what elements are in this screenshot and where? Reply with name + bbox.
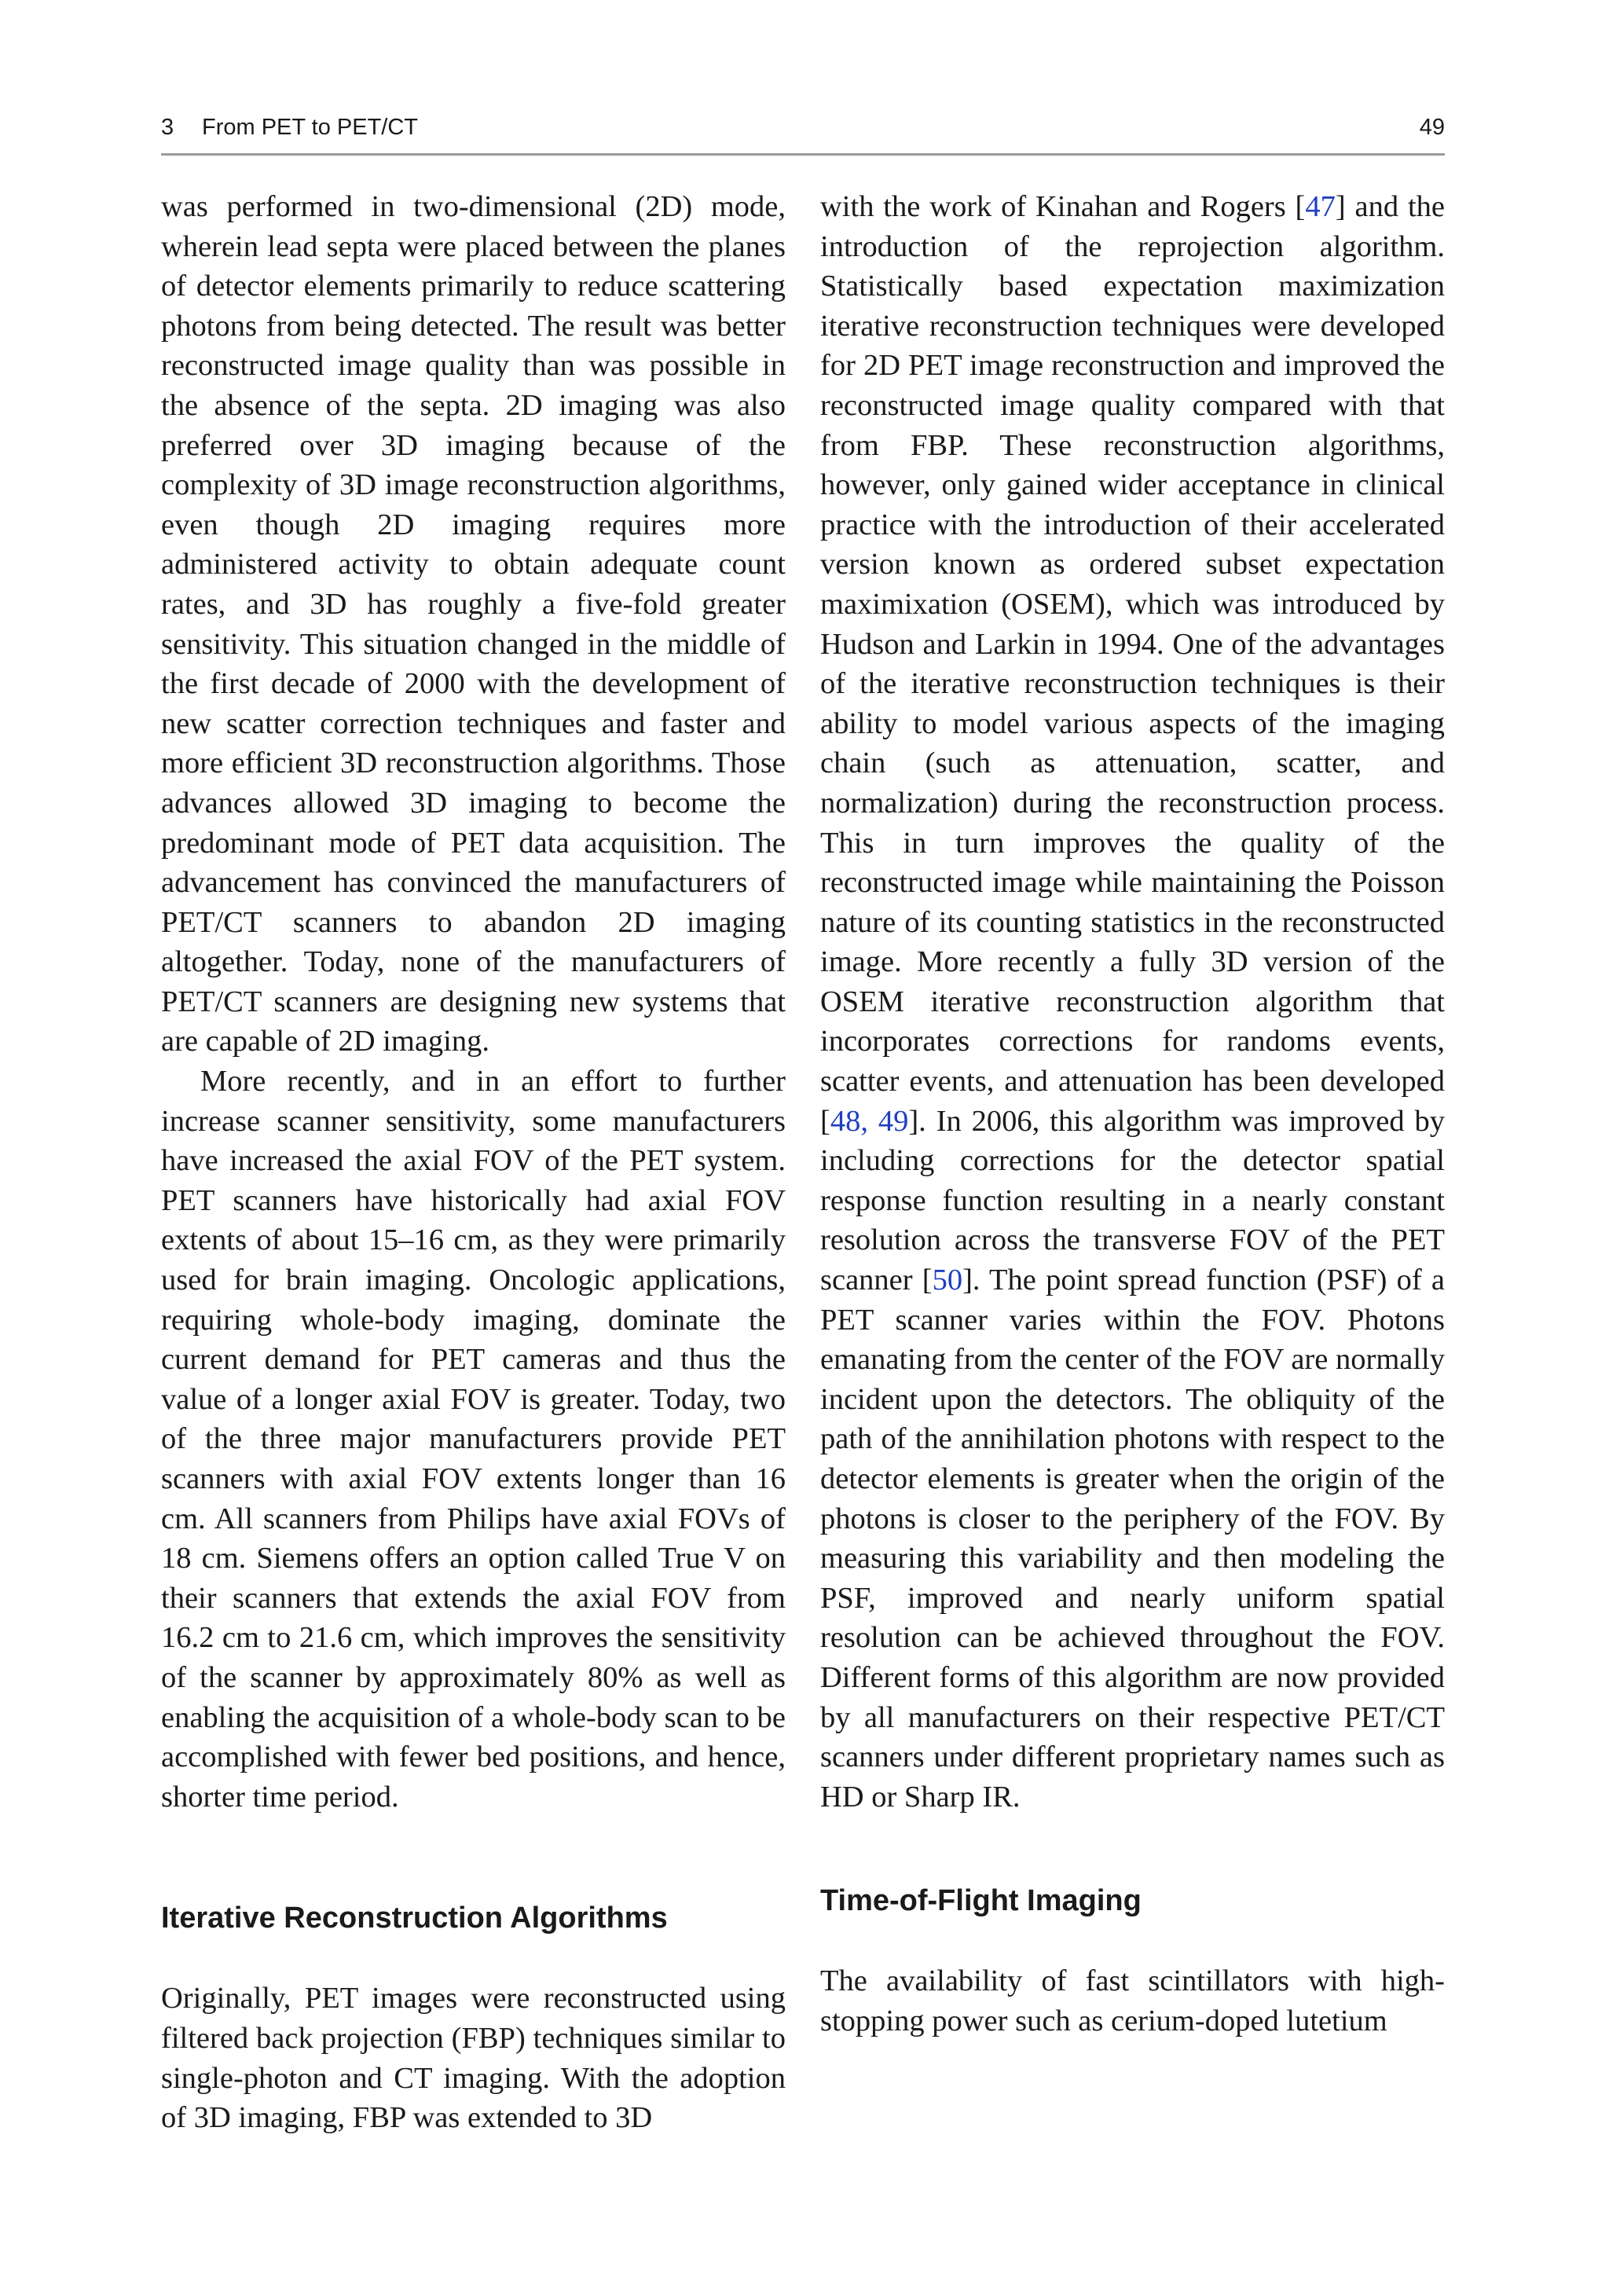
right-paragraph-1 — [820, 187, 1445, 1817]
section-heading-time-of-flight: Time-of-Flight Imaging — [820, 1884, 1142, 1918]
section-heading-iterative-reconstruction: Iterative Reconstruction Algorithms — [161, 1902, 668, 1935]
text-run: with the work of Kinahan and Rogers [ — [820, 190, 1306, 223]
left-paragraph-1: was performed in two-dimensional (2D) mode, wherein lead septa were placed between the planes of detector elements primarily to reduce scattering photons from being detected. The result was better reconstructed image quality than was possible in the absence of the septa. 2D imaging was also preferred over 3D imaging because of the complexity of 3D image reconstruction algorithms, even though 2D imaging requires more administered activity to obtain adequate count rates, and 3D has roughly a five-fold greater sensitivity. This situation changed in the middle of the first decade of 2000 with the development of new scatter correction techniques and faster and more efficient 3D reconstruction algorithms. Those advances allowed 3D imaging to become the predominant mode of PET data acquisition. The advancement has convinced the manufacturers of PET/CT scanners to abandon 2D imaging altogether. Today, none of the manufacturers of PET/CT scanners are designing new systems that are capable of 2D imaging. — [161, 190, 786, 1058]
left-paragraph-2: More recently, and in an effort to further increase scanner sensitivity, some manufacturers have increased the axial FOV of the PET system. PET scanners have historically had axial FOV extents of about 15–16 cm, as they were primarily used for brain imaging. Oncologic applications, requiring whole-body imaging, dominate the current demand for PET cameras and thus the value of a longer axial FOV is greater. Today, two of the three major manufacturers provide PET scanners with axial FOV extents longer than 16 cm. All scanners from Philips have axial FOVs of 18 cm. Siemens offers an option called True V on their scanners that extends the axial FOV from 16.2 cm to 21.6 cm, which improves the sensitivity of the scanner by approximately 80% as well as enabling the acquisition of a whole-body scan to be accomplished with fewer bed positions, and hence, shorter time period. — [161, 1065, 786, 1814]
text-run: ]. In 2006, this algorithm was improved by including corrections for the detector spatial response function resulting in a nearly constant resolution across the transverse FOV of the PET scanner [ — [820, 1104, 1446, 1297]
chapter-title: From PET to PET/CT — [202, 115, 419, 140]
chapter-number: 3 — [161, 115, 174, 140]
header-rule — [161, 153, 1445, 156]
citation-48-49[interactable]: 48, 49 — [830, 1104, 909, 1138]
page-number: 49 — [1419, 115, 1445, 140]
text-run: ]. The point spread function (PSF) of a PET scanner varies within the FOV. Photons emanating from the center of the FOV are normally incident upon the detectors. The obliquity of the path of the annihilation photons with respect to the detector elements is greater when the origin of the photons is closer to the periphery of the FOV. By measuring this variability and then modeling the PSF, improved and nearly uniform spatial resolution can be achieved throughout the FOV. Different forms of this algorithm are now provided by all manufacturers on their respective PET/CT scanners under different proprietary names such as HD or Sharp IR. — [820, 1264, 1446, 1814]
text-run: ] and the introduction of the reprojection algorithm. Statistically based expectation maximization iterative reconstruction techniques were developed for 2D PET image reconstruction and improved the reconstructed image quality compared with that from FBP. These reconstruction algorithms, however, only gained wider acceptance in clinical practice with the introduction of their accelerated version known as ordered subset expectation maximixation (OSEM), which was introduced by Hudson and Larkin in 1994. One of the advantages of the iterative reconstruction techniques is their ability to model various aspects of the imaging chain (such as attenuation, scatter, and normalization) during the reconstruction process. This in turn improves the quality of the reconstructed image while maintaining the Poisson nature of its counting statistics in the reconstructed image. More recently a fully 3D version of the OSEM iterative reconstruction algorithm that incorporates corrections for randoms events, scatter events, and attenuation has been developed [ — [820, 190, 1445, 1138]
right-paragraph-2: The availability of fast scintillators with high-stopping power such as cerium-doped lutetium — [820, 1964, 1445, 2037]
left-column — [161, 187, 786, 2138]
left-paragraph-3: Originally, PET images were reconstructed using filtered back projection (FBP) techniques similar to single-photon and CT imaging. With the adoption of 3D imaging, FBP was extended to 3D — [161, 1982, 786, 2135]
citation-50[interactable]: 50 — [932, 1264, 963, 1297]
right-column — [820, 187, 1445, 2041]
citation-47[interactable]: 47 — [1305, 190, 1336, 223]
running-head — [161, 112, 1445, 143]
